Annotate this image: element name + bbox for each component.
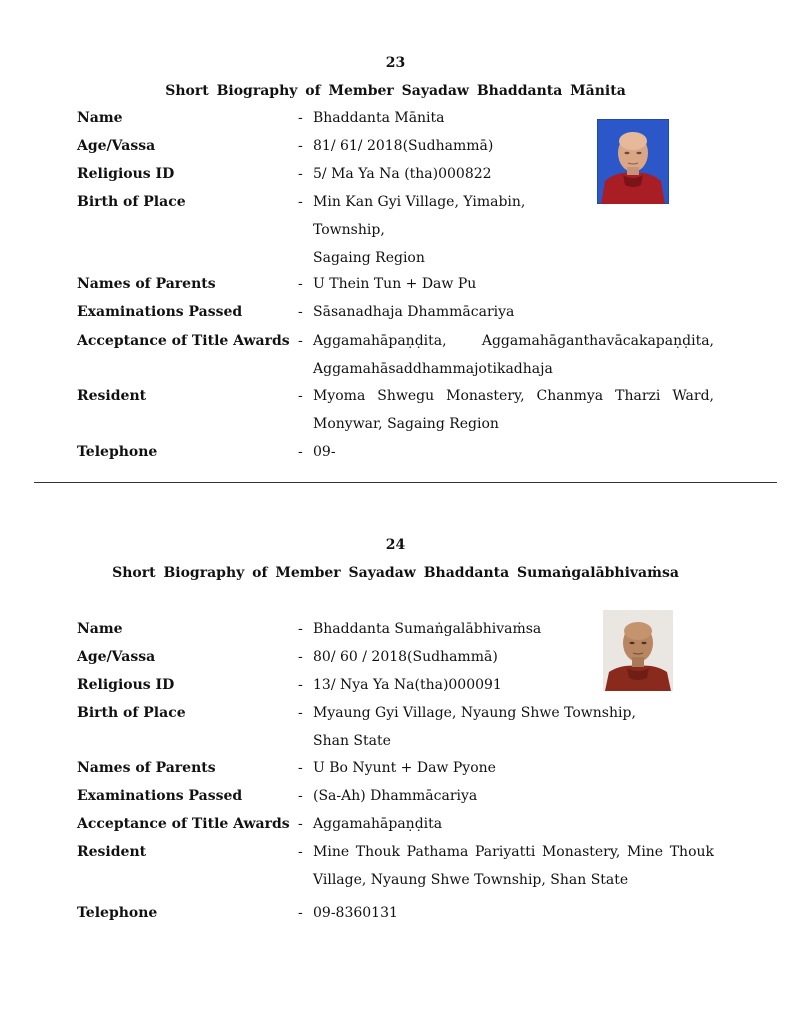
field-label: Examinations Passed bbox=[77, 788, 243, 804]
field-dash: - bbox=[298, 166, 303, 182]
field-value-line: Shan State bbox=[313, 733, 391, 749]
field-value bbox=[313, 438, 714, 466]
field-value bbox=[313, 754, 714, 782]
field-dash: - bbox=[298, 760, 303, 776]
field-value-line: Village, Nyaung Shwe Township, Shan State bbox=[313, 872, 629, 888]
field-value bbox=[313, 615, 714, 643]
field-label: Birth of Place bbox=[77, 705, 186, 721]
field-dash: - bbox=[298, 276, 303, 292]
bio-title: Short Biography of Member Sayadaw Bhaddanta Sumaṅgalābhivaṁsa bbox=[112, 565, 679, 581]
field-value-line: Myoma Shwegu Monastery, Chanmya Tharzi Ward, bbox=[313, 388, 714, 404]
field-value-line: U Bo Nyunt + Daw Pyone bbox=[313, 760, 496, 776]
field-label: Birth of Place bbox=[77, 194, 186, 210]
field-dash: - bbox=[298, 677, 303, 693]
field-value bbox=[313, 160, 714, 188]
field-value-line: Myaung Gyi Village, Nyaung Shwe Township, bbox=[313, 705, 636, 721]
field-value-line: Township, bbox=[313, 222, 385, 238]
field-value-line: U Thein Tun + Daw Pu bbox=[313, 276, 477, 292]
field-value-line: 09-8360131 bbox=[313, 905, 398, 921]
field-label: Acceptance of Title Awards bbox=[77, 816, 290, 832]
field-label: Religious ID bbox=[77, 166, 175, 182]
field-value bbox=[313, 838, 714, 894]
field-value-line: 81/ 61/ 2018(Sudhammā) bbox=[313, 138, 494, 154]
field-value bbox=[313, 298, 714, 326]
field-value bbox=[313, 327, 714, 383]
field-value-line: 5/ Ma Ya Na (tha)000822 bbox=[313, 166, 492, 182]
field-dash: - bbox=[298, 194, 303, 210]
field-value bbox=[313, 643, 714, 671]
field-dash: - bbox=[298, 138, 303, 154]
field-value bbox=[313, 899, 714, 927]
field-label: Resident bbox=[77, 844, 147, 860]
field-dash: - bbox=[298, 621, 303, 637]
field-dash: - bbox=[298, 816, 303, 832]
field-value-line: 09- bbox=[313, 444, 336, 460]
field-value-line: Sāsanadhaja Dhammācariya bbox=[313, 304, 515, 320]
field-value bbox=[313, 671, 714, 699]
field-label: Telephone bbox=[77, 444, 158, 460]
field-value-line: Aggamahāpaṇḍita bbox=[313, 816, 443, 832]
field-label: Acceptance of Title Awards bbox=[77, 333, 290, 349]
field-dash: - bbox=[298, 788, 303, 804]
field-dash: - bbox=[298, 905, 303, 921]
field-dash: - bbox=[298, 333, 303, 349]
field-value-line: Monywar, Sagaing Region bbox=[313, 416, 499, 432]
field-dash: - bbox=[298, 444, 303, 460]
field-value-line: Aggamahāsaddhammajotikadhaja bbox=[313, 361, 553, 377]
field-dash: - bbox=[298, 844, 303, 860]
field-label: Resident bbox=[77, 388, 147, 404]
field-dash: - bbox=[298, 649, 303, 665]
field-label: Examinations Passed bbox=[77, 304, 243, 320]
field-label: Religious ID bbox=[77, 677, 175, 693]
field-label: Telephone bbox=[77, 905, 158, 921]
field-value-line: Min Kan Gyi Village, Yimabin, bbox=[313, 194, 526, 210]
field-label: Names of Parents bbox=[77, 760, 216, 776]
field-value-line: Aggamahāpaṇḍita, Aggamahāganthavācakapaṇḍita, bbox=[313, 333, 714, 349]
field-value bbox=[313, 188, 714, 272]
bio-title: Short Biography of Member Sayadaw Bhaddanta Mānita bbox=[165, 83, 626, 99]
field-value bbox=[313, 132, 714, 160]
field-label: Name bbox=[77, 621, 123, 637]
field-label: Names of Parents bbox=[77, 276, 216, 292]
field-dash: - bbox=[298, 110, 303, 126]
bio-number: 23 bbox=[385, 55, 406, 71]
section-divider bbox=[34, 482, 777, 483]
bio-number: 24 bbox=[385, 537, 406, 553]
field-value-line: 13/ Nya Ya Na(tha)000091 bbox=[313, 677, 502, 693]
field-value bbox=[313, 699, 714, 755]
field-value-line: Mine Thouk Pathama Pariyatti Monastery, Mine Thouk bbox=[313, 844, 714, 860]
field-value bbox=[313, 782, 714, 810]
field-label: Age/Vassa bbox=[77, 138, 156, 154]
field-value bbox=[313, 104, 714, 132]
field-value-line: Sagaing Region bbox=[313, 250, 425, 266]
field-value bbox=[313, 810, 714, 838]
field-label: Name bbox=[77, 110, 123, 126]
field-value bbox=[313, 382, 714, 438]
field-value-line: Bhaddanta Sumaṅgalābhivaṁsa bbox=[313, 621, 542, 637]
field-value-line: 80/ 60 / 2018(Sudhammā) bbox=[313, 649, 498, 665]
field-dash: - bbox=[298, 304, 303, 320]
field-dash: - bbox=[298, 705, 303, 721]
field-dash: - bbox=[298, 388, 303, 404]
field-value-line: (Sa-Ah) Dhammācariya bbox=[313, 788, 478, 804]
field-value bbox=[313, 270, 714, 298]
field-value-line: Bhaddanta Mānita bbox=[313, 110, 445, 126]
field-label: Age/Vassa bbox=[77, 649, 156, 665]
